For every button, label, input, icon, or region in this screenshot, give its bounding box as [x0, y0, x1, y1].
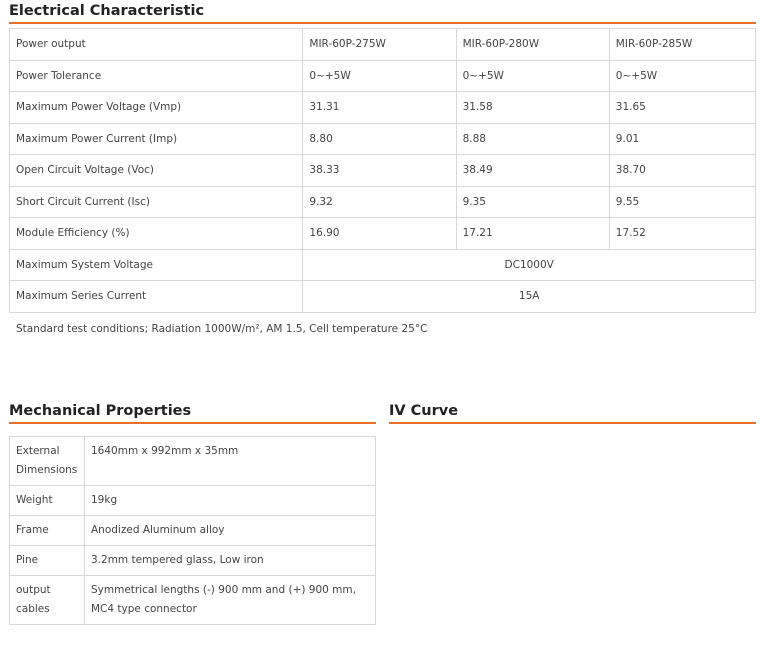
table-cell: 31.58: [456, 92, 609, 124]
table-cell-label: Open Circuit Voltage (Voc): [10, 155, 303, 187]
table-cell: 38.70: [609, 155, 755, 187]
table-cell-label: Power output: [10, 29, 303, 61]
table-row: [10, 186, 756, 218]
table-cell-label: Short Circuit Current (Isc): [10, 186, 303, 218]
mechanical-properties-heading: Mechanical Properties: [9, 402, 376, 424]
iv-curve-heading: IV Curve: [389, 402, 756, 424]
table-cell: MIR-60P-285W: [609, 29, 755, 61]
table-cell: MIR-60P-275W: [303, 29, 456, 61]
table-cell: 31.31: [303, 92, 456, 124]
table-cell-label: Module Efficiency (%): [10, 218, 303, 250]
table-row: [10, 249, 756, 281]
table-cell: Anodized Aluminum alloy: [85, 516, 376, 546]
table-row: [10, 516, 376, 546]
table-cell-merged: DC1000V: [303, 249, 756, 281]
table-cell: 3.2mm tempered glass, Low iron: [85, 546, 376, 576]
table-cell-label: Pine: [10, 546, 85, 576]
table-row: [10, 437, 376, 486]
table-row: [10, 218, 756, 250]
table-cell-merged: 15A: [303, 281, 756, 313]
table-cell: 8.80: [303, 123, 456, 155]
table-row: [10, 576, 376, 625]
table-cell: 0~+5W: [609, 60, 755, 92]
table-row: [10, 60, 756, 92]
table-cell-label: Power Tolerance: [10, 60, 303, 92]
table-cell: 9.01: [609, 123, 755, 155]
mechanical-properties-table: [9, 436, 376, 625]
table-row: [10, 29, 756, 61]
table-cell-label: Frame: [10, 516, 85, 546]
table-cell-label: Maximum Series Current: [10, 281, 303, 313]
table-row: [10, 281, 756, 313]
table-row: [10, 155, 756, 187]
table-cell: Symmetrical lengths (-) 900 mm and (+) 900 mm, MC4 type connector: [85, 576, 376, 625]
table-cell: MIR-60P-280W: [456, 29, 609, 61]
table-cell: 17.52: [609, 218, 755, 250]
electrical-characteristic-heading: Electrical Characteristic: [9, 2, 756, 24]
table-cell-label: External Dimensions: [10, 437, 85, 486]
table-cell-label: output cables: [10, 576, 85, 625]
table-row: [10, 486, 376, 516]
table-cell: 31.65: [609, 92, 755, 124]
table-cell: 1640mm x 992mm x 35mm: [85, 437, 376, 486]
table-cell-label: Maximum Power Voltage (Vmp): [10, 92, 303, 124]
table-cell: 0~+5W: [303, 60, 456, 92]
table-cell: 8.88: [456, 123, 609, 155]
table-cell: 9.35: [456, 186, 609, 218]
table-row: [10, 123, 756, 155]
table-cell-label: Maximum Power Current (Imp): [10, 123, 303, 155]
table-cell: 16.90: [303, 218, 456, 250]
table-cell-label: Maximum System Voltage: [10, 249, 303, 281]
table-cell: 38.33: [303, 155, 456, 187]
table-cell: 17.21: [456, 218, 609, 250]
table-cell-label: Weight: [10, 486, 85, 516]
electrical-characteristic-table: [9, 28, 756, 313]
table-cell: 38.49: [456, 155, 609, 187]
test-conditions-note: Standard test conditions; Radiation 1000W/m², AM 1.5, Cell temperature 25°C: [16, 323, 428, 335]
table-cell: 19kg: [85, 486, 376, 516]
table-cell: 0~+5W: [456, 60, 609, 92]
table-row: [10, 546, 376, 576]
table-row: [10, 92, 756, 124]
table-cell: 9.32: [303, 186, 456, 218]
table-cell: 9.55: [609, 186, 755, 218]
